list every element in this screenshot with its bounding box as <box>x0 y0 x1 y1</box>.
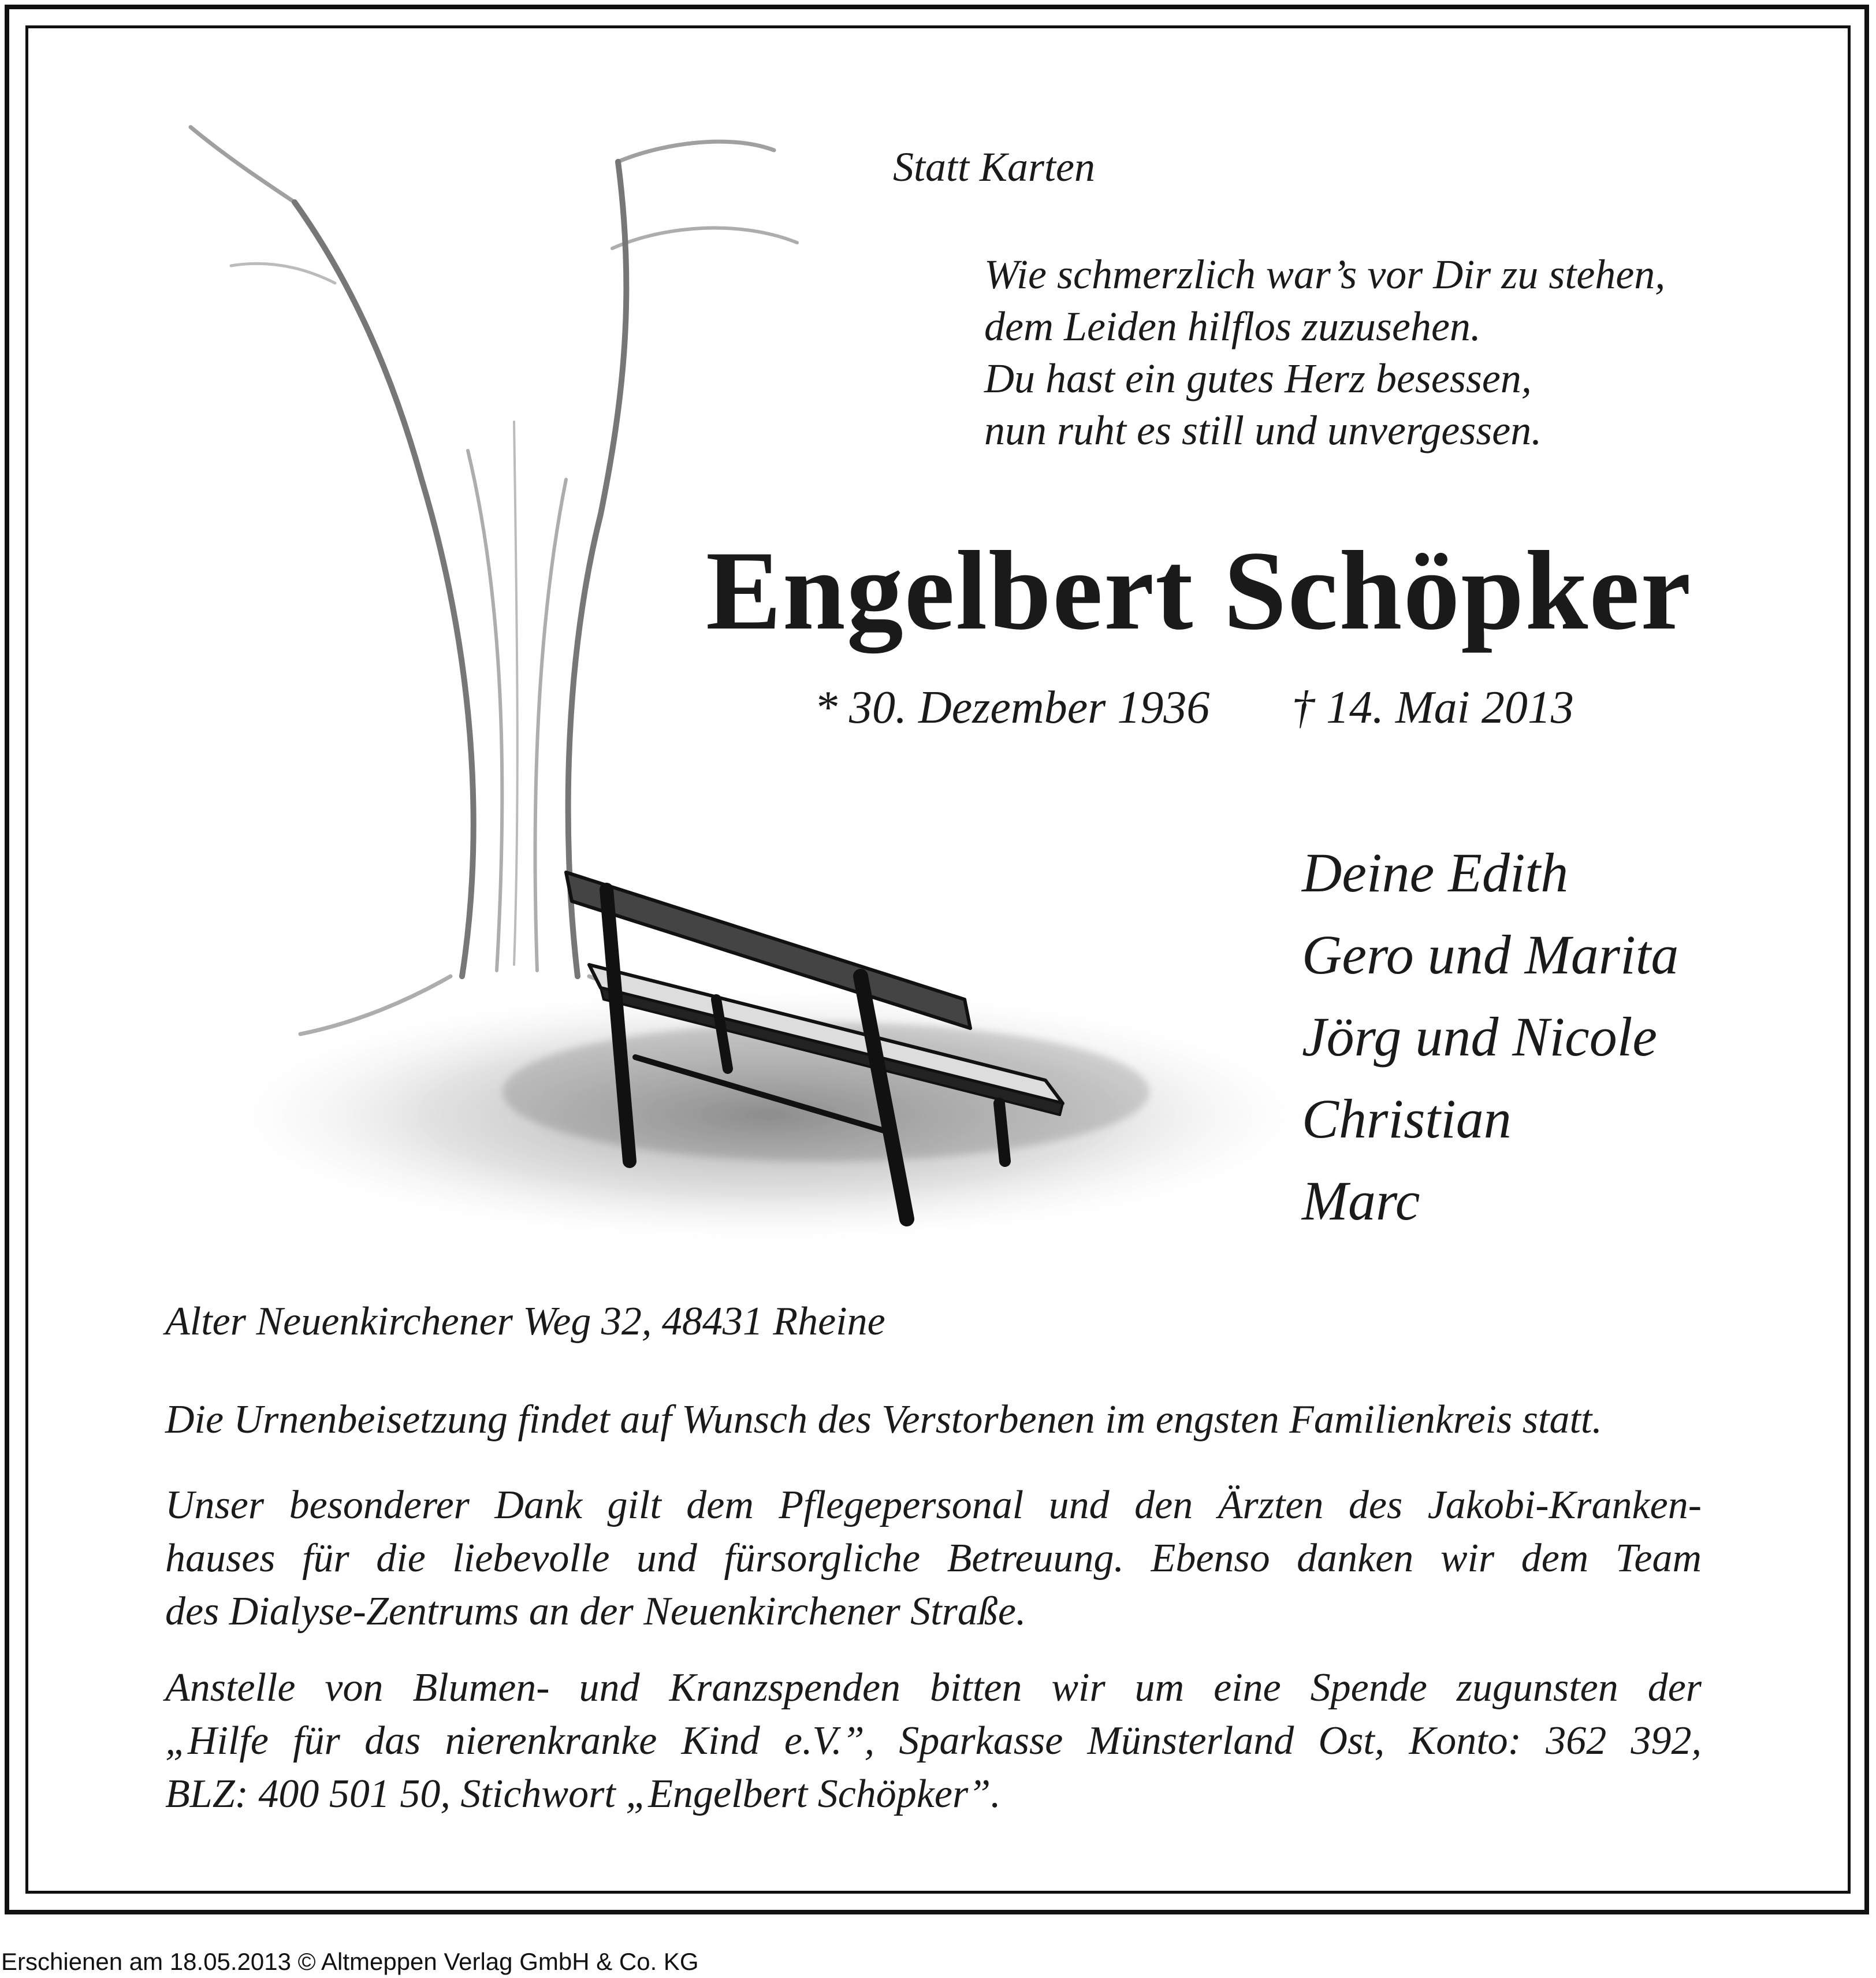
deceased-name: Engelbert Schöpker <box>706 528 1692 653</box>
poem-line: Du hast ein gutes Herz besessen, <box>984 355 1532 401</box>
paragraph-line: Anstelle von Blumen- und Kranzspenden bitten wir um eine Spende zugunsten der <box>165 1665 1702 1710</box>
mourner-name: Deine Edith <box>1302 842 1569 904</box>
publication-footer: Erschienen am 18.05.2013 © Altmeppen Verlag GmbH & Co. KG <box>1 1948 699 1975</box>
address: Alter Neuenkirchener Weg 32, 48431 Rheine <box>165 1299 885 1344</box>
paragraph-line: des Dialyse-Zentrums an der Neuenkirchener Straße. <box>165 1589 1026 1634</box>
poem-line: Wie schmerzlich war’s vor Dir zu stehen, <box>984 251 1666 298</box>
birth-date: * 30. Dezember 1936 <box>814 682 1210 733</box>
mourners-list <box>1302 832 1678 1242</box>
paragraph-line: BLZ: 400 501 50, Stichwort „Engelbert Schöpker”. <box>165 1772 1001 1816</box>
funeral-paragraph <box>165 1393 1702 1447</box>
paragraph-line: hauses für die liebevolle und fürsorgliche Betreuung. Ebenso danken wir dem Team <box>165 1536 1702 1581</box>
mourner-name: Marc <box>1302 1170 1420 1232</box>
thanks-paragraph <box>165 1479 1702 1638</box>
paragraph-line: „Hilfe für das nierenkranke Kind e.V.”, Sparkasse Münsterland Ost, Konto: 362 392, <box>165 1719 1702 1763</box>
poem <box>984 248 1665 456</box>
poem-line: dem Leiden hilflos zuzusehen. <box>984 303 1481 350</box>
mourner-name: Jörg und Nicole <box>1302 1006 1657 1068</box>
mourner-name: Gero und Marita <box>1302 924 1679 986</box>
paragraph-line: Unser besonderer Dank gilt dem Pflegepersonal und den Ärzten des Jakobi-Kranken- <box>165 1483 1702 1527</box>
death-date: † 14. Mai 2013 <box>1291 682 1574 733</box>
kicker-statt-karten: Statt Karten <box>893 144 1096 190</box>
poem-line: nun ruht es still und unvergessen. <box>984 407 1542 453</box>
donation-paragraph <box>165 1661 1702 1821</box>
mourner-name: Christian <box>1302 1088 1512 1150</box>
paragraph-line: Die Urnenbeisetzung findet auf Wunsch des Verstorbenen im engsten Familienkreis statt. <box>165 1397 1602 1442</box>
